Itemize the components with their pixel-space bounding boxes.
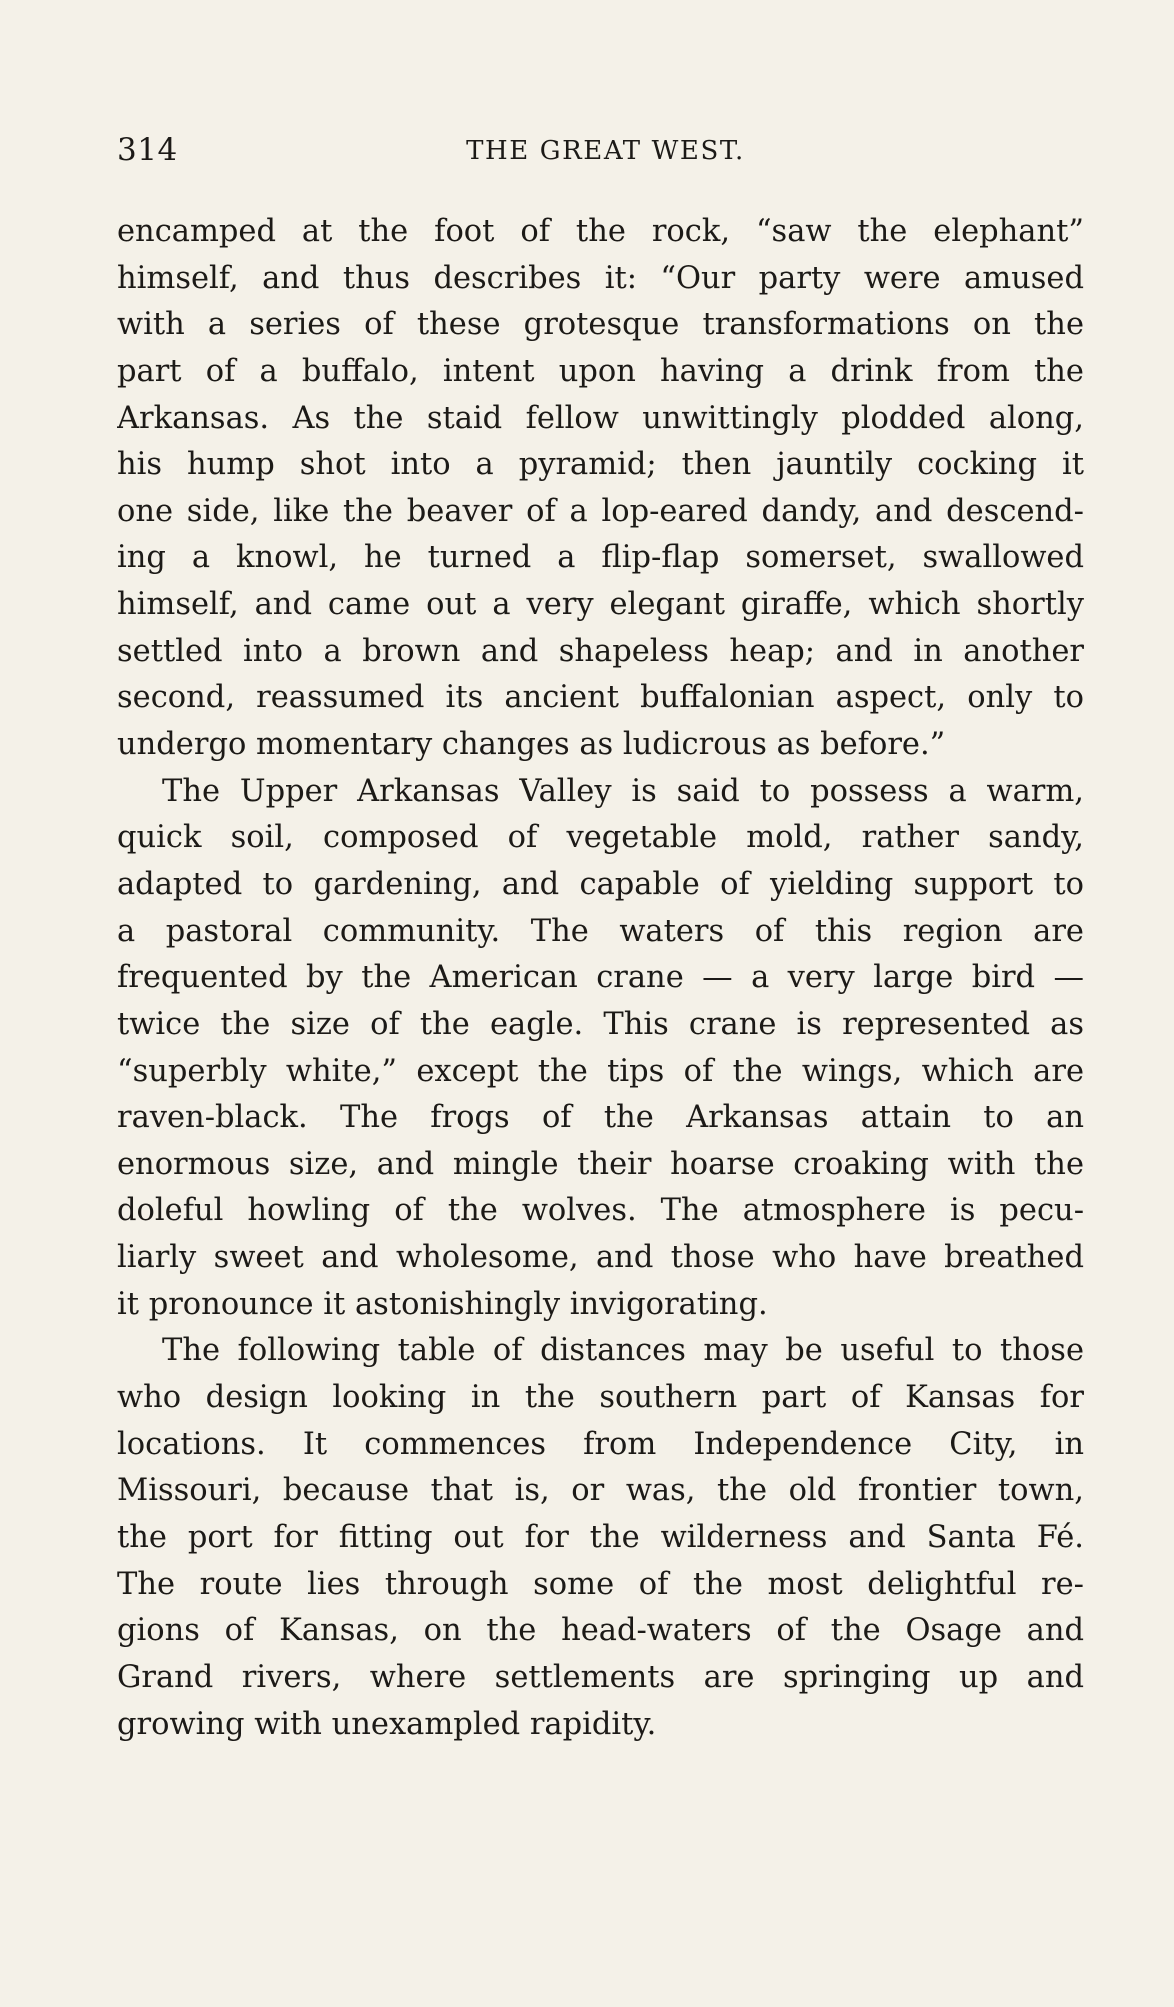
text-line: doleful howling of the wolves. The atmosphere is pecu-: [117, 1193, 1084, 1229]
text-line: “superbly white,” except the tips of the wings, which are: [117, 1053, 1084, 1089]
paragraph: [117, 209, 1084, 769]
paragraph: [117, 769, 1084, 1329]
text-line: The following table of distances may be useful to those: [162, 1333, 1084, 1369]
text-line: adapted to gardening, and capable of yielding support to: [117, 866, 1084, 902]
page-header: [117, 132, 1082, 176]
text-line: The Upper Arkansas Valley is said to possess a warm,: [162, 773, 1084, 809]
running-title: THE GREAT WEST.: [466, 136, 745, 166]
text-line: liarly sweet and wholesome, and those who have breathed: [117, 1240, 1084, 1276]
text-line: twice the size of the eagle. This crane is represented as: [117, 1006, 1084, 1042]
text-line: himself, and thus describes it: “Our party were amused: [117, 260, 1084, 296]
text-line: a pastoral community. The waters of this region are: [117, 913, 1084, 949]
text-line: ing a knowl, he turned a flip-flap somerset, swallowed: [117, 540, 1084, 576]
text-line: gions of Kansas, on the head-waters of the Osage and: [117, 1613, 1084, 1649]
text-line: quick soil, composed of vegetable mold, rather sandy,: [117, 820, 1084, 856]
text-line: frequented by the American crane — a very large bird —: [117, 960, 1084, 996]
text-line: one side, like the beaver of a lop-eared dandy, and descend-: [117, 493, 1084, 529]
page-number: 314: [117, 132, 178, 168]
text-line: his hump shot into a pyramid; then jauntily cocking it: [117, 447, 1084, 483]
text-line: raven-black. The frogs of the Arkansas attain to an: [117, 1100, 1084, 1136]
text-line: Missouri, because that is, or was, the old frontier town,: [117, 1473, 1084, 1509]
text-line: with a series of these grotesque transformations on the: [117, 307, 1084, 343]
text-line: the port for fitting out for the wilderness and Santa Fé.: [117, 1519, 1084, 1555]
text-line: encamped at the foot of the rock, “saw the elephant”: [117, 214, 1084, 249]
text-line: second, reassumed its ancient buffalonian aspect, only to: [117, 680, 1084, 716]
text-line: enormous size, and mingle their hoarse croaking with the: [117, 1146, 1084, 1182]
text-line: himself, and came out a very elegant giraffe, which shortly: [117, 587, 1084, 623]
body-text: [117, 209, 1084, 1748]
text-line: who design looking in the southern part of Kansas for: [117, 1380, 1084, 1416]
text-line: The route lies through some of the most delightful re-: [117, 1566, 1084, 1602]
text-line: Arkansas. As the staid fellow unwittingly plodded along,: [117, 400, 1084, 436]
text-line: locations. It commences from Independence City, in: [117, 1426, 1084, 1462]
text-line: undergo momentary changes as ludicrous as before.”: [117, 727, 946, 763]
text-line: part of a buffalo, intent upon having a drink from the: [117, 353, 1084, 389]
text-line: growing with unexampled rapidity.: [117, 1706, 657, 1742]
text-line: settled into a brown and shapeless heap; and in another: [117, 633, 1084, 669]
paragraph: [117, 1328, 1084, 1748]
text-line: Grand rivers, where settlements are springing up and: [117, 1659, 1084, 1695]
text-line: it pronounce it astonishingly invigorating.: [117, 1286, 768, 1322]
